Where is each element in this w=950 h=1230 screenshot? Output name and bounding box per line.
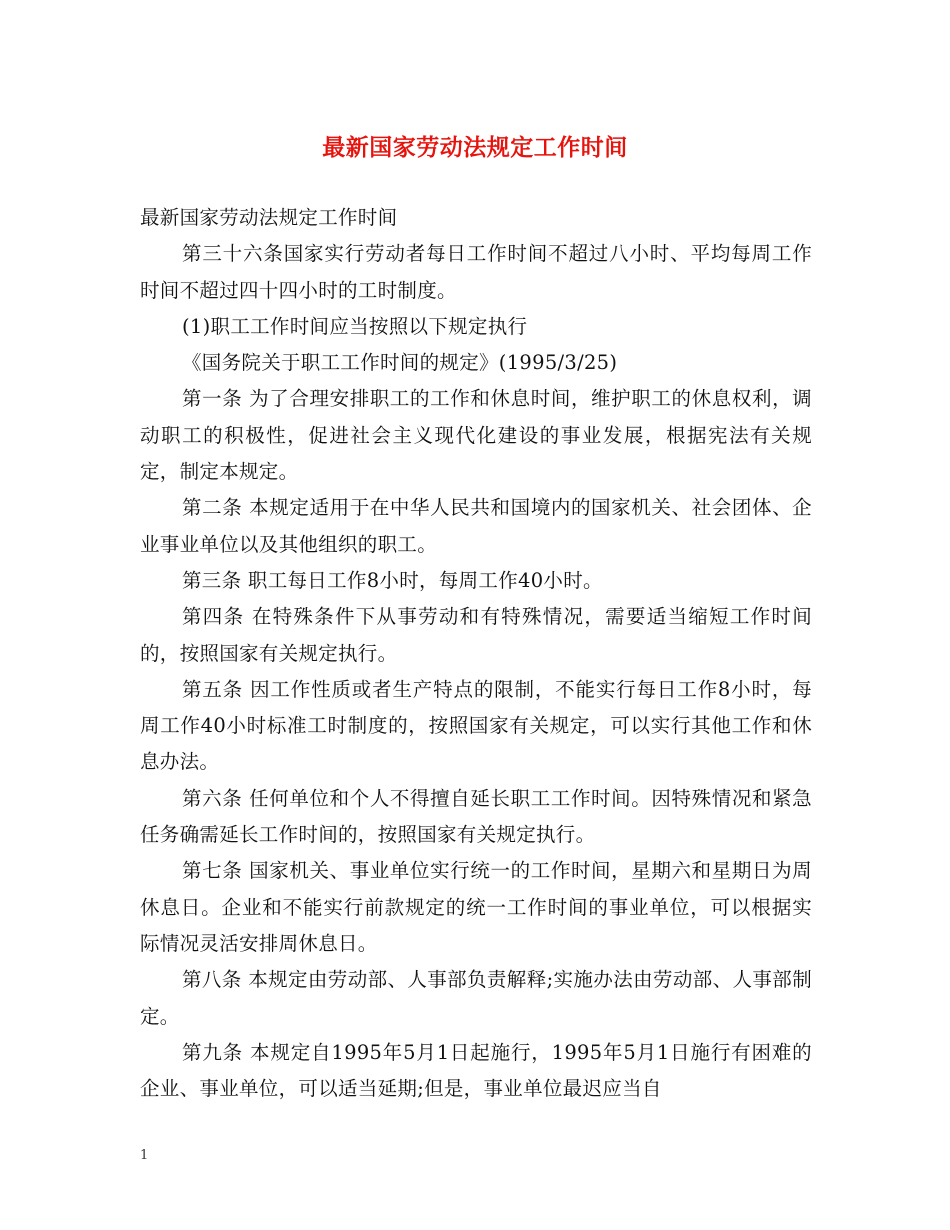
paragraph-article-9: 第九条 本规定自1995年5月1日起施行，1995年5月1日施行有困难的企业、事业单位，可以适当延期;但是，事业单位最迟应当自 [140,1040,812,1101]
paragraph-article-4: 第四条 在特殊条件下从事劳动和有特殊情况，需要适当缩短工作时间的，按照国家有关规定执行。 [140,605,812,665]
page-number: 1 [140,1148,149,1163]
document-body [140,200,812,1107]
paragraph-heading: 最新国家劳动法规定工作时间 [140,206,398,229]
paragraph-article-6: 第六条 任何单位和个人不得擅自延长职工工作时间。因特殊情况和紧急任务确需延长工作时间的，按照国家有关规定执行。 [140,786,812,847]
paragraph-article-2: 第二条 本规定适用于在中华人民共和国境内的国家机关、社会团体、企业事业单位以及其他组织的职工。 [140,496,812,556]
paragraph-item-1: (1)职工工作时间应当按照以下规定执行 [182,314,528,338]
paragraph-article-5: 第五条 因工作性质或者生产特点的限制，不能实行每日工作8小时，每周工作40小时标准工时制度的，按照国家有关规定，可以实行其他工作和休息办法。 [140,677,812,774]
paragraph-article-1: 第一条 为了合理安排职工的工作和休息时间，维护职工的休息权利，调动职工的积极性，促进社会主义现代化建设的事业发展，根据宪法有关规定，制定本规定。 [140,387,812,484]
paragraph-article-8: 第八条 本规定由劳动部、人事部负责解释;实施办法由劳动部、人事部制定。 [140,968,812,1028]
paragraph-regulation-name: 《国务院关于职工工作时间的规定》(1995/3/25) [182,351,618,375]
paragraph-article-7: 第七条 国家机关、事业单位实行统一的工作时间，星期六和星期日为周休息日。企业和不能实行前款规定的统一工作时间的事业单位，可以根据实际情况灵活安排周休息日。 [140,859,812,955]
paragraph-article-36: 第三十六条国家实行劳动者每日工作时间不超过八小时、平均每周工作时间不超过四十四小时的工时制度。 [140,242,812,302]
document-title: 最新国家劳动法规定工作时间 [322,134,628,161]
paragraph-article-3: 第三条 职工每日工作8小时，每周工作40小时。 [182,568,603,592]
